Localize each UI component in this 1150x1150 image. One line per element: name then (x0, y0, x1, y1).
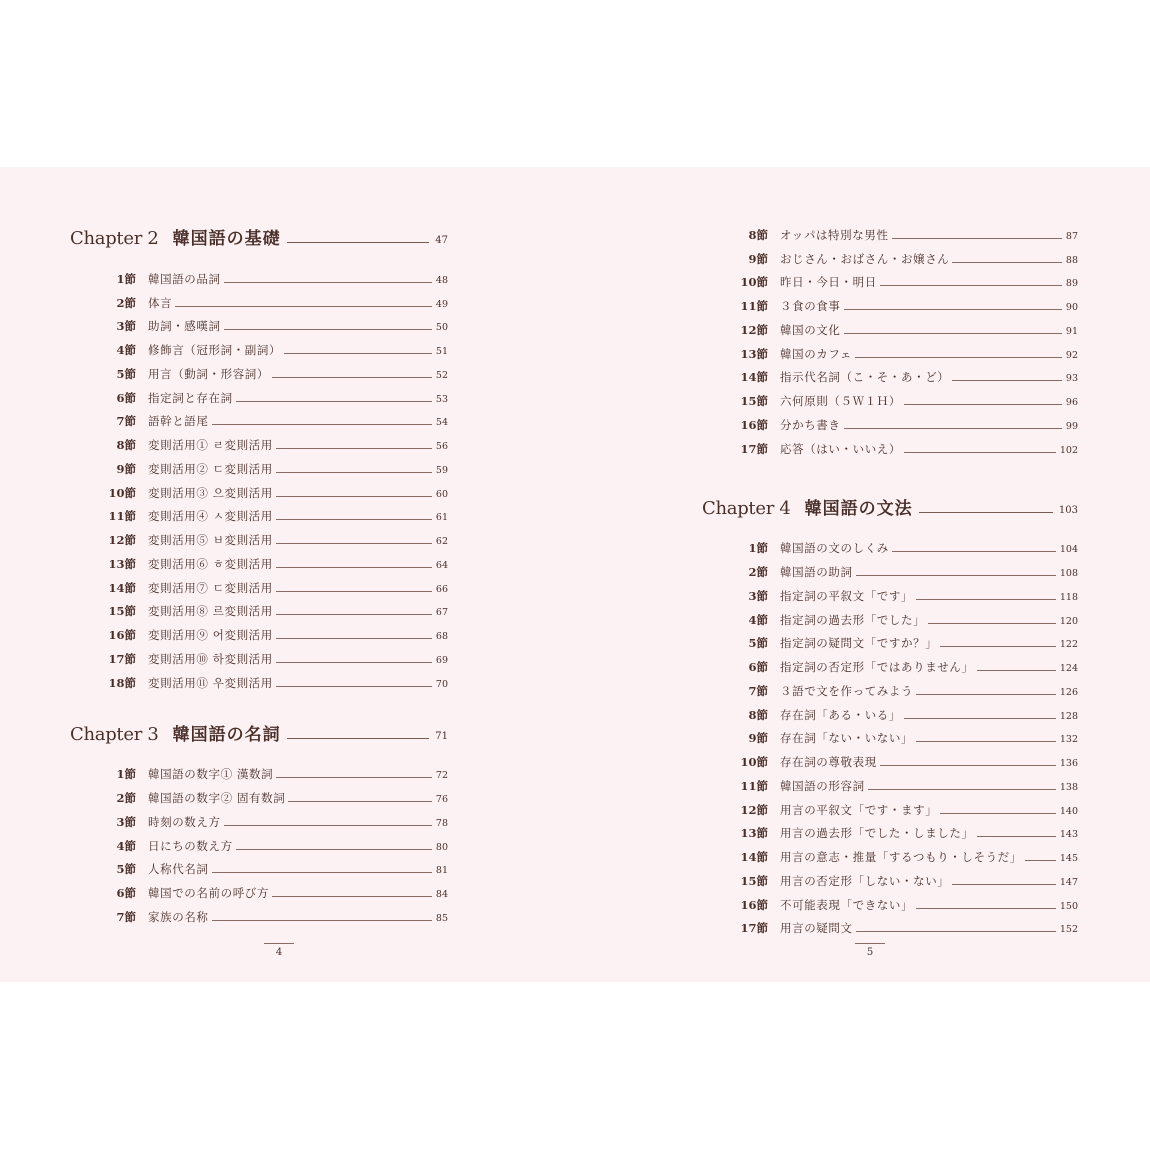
leader-line (855, 357, 1062, 358)
section-title: 韓国での名前の呼び方 (148, 886, 269, 900)
leader-line (224, 329, 432, 330)
section-number: 1節 (116, 271, 136, 286)
toc-entry (702, 533, 1078, 557)
section-number: 8節 (748, 227, 768, 242)
page-number-left (264, 943, 294, 958)
section-title: オッパは特別な男性 (780, 227, 889, 242)
section-number: 17節 (108, 651, 136, 666)
chapter-3-heading (70, 715, 448, 745)
section-page: 102 (1059, 444, 1078, 456)
section-page: 120 (1059, 615, 1078, 627)
section-number: 17節 (740, 441, 768, 456)
toc-entry (70, 311, 448, 335)
section-page: 54 (435, 417, 448, 429)
section-number: 2節 (116, 295, 136, 310)
section-number: 13節 (108, 556, 136, 571)
leader-line (276, 614, 432, 615)
page-number-text: 4 (275, 947, 283, 958)
toc-entry (70, 619, 448, 643)
section-number: 10節 (108, 485, 136, 500)
section-number: 13節 (740, 826, 768, 841)
section-title: 変則活用⑩ 하変則活用 (148, 651, 273, 666)
section-number: 16節 (108, 628, 136, 642)
leader-line (880, 285, 1062, 286)
toc-entry (702, 219, 1078, 243)
section-title: 不可能表現「できない」 (780, 897, 914, 912)
section-number: 16節 (740, 417, 768, 432)
section-page: 108 (1059, 568, 1078, 579)
toc-entry (70, 643, 448, 667)
section-number: 14節 (740, 370, 768, 385)
section-page: 143 (1059, 829, 1078, 841)
leader-line (844, 309, 1062, 310)
left-page (70, 219, 448, 925)
section-page: 61 (435, 512, 448, 524)
page-number-rule (264, 943, 294, 944)
section-number: 4節 (116, 343, 136, 357)
leader-line (952, 262, 1062, 263)
leader-line (1025, 860, 1056, 861)
toc-entry (702, 913, 1078, 937)
toc-entry (70, 572, 448, 596)
section-number: 9節 (116, 461, 136, 476)
toc-entry (702, 385, 1078, 409)
section-page: 66 (435, 583, 448, 595)
section-number: 9節 (748, 251, 768, 266)
toc-entry (702, 746, 1078, 770)
chapter-4-heading (702, 489, 1078, 519)
section-page: 84 (435, 889, 448, 900)
toc-entry (70, 524, 448, 548)
section-number: 6節 (116, 390, 136, 405)
leader-line (916, 908, 1056, 909)
section-page: 85 (435, 912, 448, 924)
leader-line (288, 801, 432, 802)
section-number: 10節 (740, 755, 768, 769)
leader-line (856, 575, 1056, 576)
section-page: 64 (435, 559, 448, 571)
leader-line (892, 551, 1056, 552)
toc-entry (70, 477, 448, 501)
toc-entry (702, 604, 1078, 628)
section-number: 15節 (108, 604, 136, 619)
section-number: 8節 (116, 438, 136, 452)
leader-line (175, 306, 432, 307)
section-title: 時刻の数え方 (148, 814, 221, 829)
section-number: 9節 (748, 731, 768, 746)
section-title: 修飾言（冠形詞・副詞） (148, 343, 282, 357)
section-page: 76 (435, 794, 448, 805)
section-title: 韓国語の助詞 (780, 565, 853, 579)
section-title: おじさん・おばさん・お嬢さん (780, 251, 950, 266)
section-title: 存在詞「ない・いない」 (780, 731, 914, 746)
section-number: 18節 (108, 675, 136, 690)
leader-line (212, 424, 432, 425)
section-title: ３食の食事 (780, 299, 841, 313)
toc-entry (70, 334, 448, 358)
toc-entry (70, 782, 448, 806)
section-number: 14節 (108, 580, 136, 595)
section-title: 応答（はい・いいえ） (780, 441, 901, 456)
section-number: 7節 (748, 683, 768, 698)
toc-entry (70, 453, 448, 477)
section-page: 91 (1065, 325, 1078, 337)
section-title: 変則活用③ 으変則活用 (148, 485, 273, 500)
section-title: 変則活用⑨ 어変則活用 (148, 628, 273, 642)
section-page: 92 (1065, 349, 1078, 361)
section-number: 6節 (116, 886, 136, 900)
section-title: 変則活用⑥ ㅎ変則活用 (148, 556, 273, 571)
section-page: 96 (1065, 397, 1078, 408)
leader-line (844, 428, 1062, 429)
page-number-rule (855, 943, 885, 944)
section-title: 韓国の文化 (780, 322, 841, 337)
leader-line (276, 686, 432, 687)
section-number: 12節 (108, 533, 136, 547)
section-title: 韓国語の数字② 固有数詞 (148, 791, 286, 805)
toc-entry (702, 243, 1078, 267)
section-number: 4節 (116, 838, 136, 853)
section-number: 16節 (740, 897, 768, 912)
toc-entry (70, 382, 448, 406)
leader-line (856, 931, 1056, 932)
toc-entry (702, 675, 1078, 699)
section-page: 138 (1059, 781, 1078, 793)
section-title: 変則活用⑧ 르変則活用 (148, 604, 273, 619)
section-page: 68 (435, 631, 448, 642)
section-number: 3節 (116, 319, 136, 334)
toc-entry (70, 287, 448, 311)
leader-line (276, 519, 432, 520)
section-number: 17節 (740, 921, 768, 936)
section-number: 14節 (740, 850, 768, 864)
section-title: ３語で文を作ってみよう (780, 683, 914, 698)
section-page: 49 (435, 298, 448, 310)
leader-line (212, 920, 432, 921)
leader-line (236, 849, 432, 850)
section-number: 4節 (748, 612, 768, 627)
section-number: 12節 (740, 322, 768, 337)
chapter-title: 韓国語の名詞 (172, 724, 281, 745)
section-title: 変則活用⑪ 우変則活用 (148, 675, 273, 690)
leader-line (284, 353, 432, 354)
toc-entry (702, 651, 1078, 675)
chapter-title: 韓国語の文法 (804, 498, 913, 519)
section-page: 72 (435, 770, 448, 782)
toc-entry (702, 818, 1078, 842)
toc-entry (702, 580, 1078, 604)
section-page: 50 (435, 322, 448, 334)
toc-entry (702, 267, 1078, 291)
chapter-page: 103 (1058, 504, 1078, 516)
section-page: 53 (435, 393, 448, 405)
section-title: 存在詞「ある・いる」 (780, 707, 901, 722)
chapter-page: 71 (435, 730, 448, 742)
section-number: 12節 (740, 802, 768, 817)
leader-line (892, 238, 1062, 239)
section-page: 89 (1065, 278, 1078, 290)
section-title: 指示代名詞（こ・そ・あ・ど） (780, 370, 950, 385)
section-number: 2節 (116, 791, 136, 805)
section-page: 88 (1065, 254, 1078, 266)
leader-line (276, 638, 432, 639)
toc-entry (702, 770, 1078, 794)
section-title: 指定詞の過去形「でした」 (780, 612, 926, 627)
toc-entry (702, 314, 1078, 338)
book-spread (0, 167, 1150, 982)
section-number: 1節 (116, 767, 136, 782)
section-page: 51 (435, 346, 448, 357)
toc-entry (70, 667, 448, 691)
leader-line (276, 496, 432, 497)
section-number: 7節 (116, 414, 136, 429)
section-page: 128 (1059, 710, 1078, 722)
leader-line (212, 872, 432, 873)
section-title: 変則活用① ㄹ変則活用 (148, 438, 273, 452)
section-page: 59 (435, 464, 448, 476)
section-title: 人称代名詞 (148, 862, 209, 877)
section-page: 80 (435, 841, 448, 853)
leader-line (916, 599, 1056, 600)
section-page: 60 (435, 488, 448, 500)
toc-entry (70, 759, 448, 783)
section-title: 指定詞と存在詞 (148, 390, 233, 405)
section-title: 助詞・感嘆詞 (148, 319, 221, 334)
leader-line (952, 380, 1062, 381)
toc-entry (702, 865, 1078, 889)
toc-entry (702, 628, 1078, 652)
toc-entry (70, 358, 448, 382)
toc-entry (702, 338, 1078, 362)
chapter-title: 韓国語の基礎 (172, 229, 281, 249)
section-page: 136 (1059, 758, 1078, 769)
section-title: 昨日・今日・明日 (780, 275, 877, 290)
leader-line (276, 472, 432, 473)
section-title: 指定詞の否定形「ではありません」 (780, 660, 974, 674)
section-title: 日にちの数え方 (148, 838, 233, 853)
section-page: 70 (435, 678, 448, 690)
chapter-page: 47 (435, 235, 448, 246)
section-title: 韓国語の形容詞 (780, 778, 865, 793)
section-number: 1節 (748, 541, 768, 556)
section-page: 140 (1059, 805, 1078, 817)
section-number: 11節 (108, 509, 136, 524)
section-title: 家族の名称 (148, 909, 209, 924)
section-number: 13節 (740, 346, 768, 361)
leader-line (904, 452, 1056, 453)
section-number: 15節 (740, 394, 768, 408)
section-title: 指定詞の疑問文「ですか？」 (780, 636, 938, 651)
section-title: 存在詞の尊敬表現 (780, 755, 877, 769)
section-page: 78 (435, 817, 448, 829)
section-number: 6節 (748, 660, 768, 674)
section-number: 8節 (748, 707, 768, 722)
section-number: 15節 (740, 873, 768, 888)
section-title: 変則活用⑤ ㅂ変則活用 (148, 533, 273, 547)
toc-entry (70, 263, 448, 287)
leader-line (287, 738, 430, 739)
leader-line (916, 741, 1056, 742)
leader-line (236, 401, 432, 402)
leader-line (276, 777, 432, 778)
section-page: 118 (1059, 591, 1078, 603)
section-page: 81 (435, 865, 448, 877)
leader-line (919, 512, 1053, 513)
section-number: 11節 (740, 299, 768, 313)
leader-line (844, 333, 1062, 334)
section-page: 145 (1059, 853, 1078, 864)
section-title: 用言の否定形「しない・ない」 (780, 873, 950, 888)
section-page: 67 (435, 607, 448, 619)
toc-entry (702, 889, 1078, 913)
leader-line (952, 884, 1055, 885)
section-page: 147 (1059, 876, 1078, 888)
section-title: 体言 (148, 295, 173, 310)
section-title: 用言の意志・推量「するつもり・しそうだ」 (780, 850, 1022, 864)
section-page: 52 (435, 369, 448, 381)
section-title: 六何原則（５Ｗ１Ｈ） (780, 394, 901, 408)
leader-line (224, 282, 432, 283)
chapter-label: Chapter 2 (70, 228, 159, 249)
section-title: 語幹と語尾 (148, 414, 209, 429)
chapter-2-entries (70, 263, 448, 691)
section-number: 3節 (116, 814, 136, 829)
section-title: 変則活用② ㄷ変則活用 (148, 461, 273, 476)
section-title: 韓国語の文のしくみ (780, 541, 889, 556)
chapter-2-heading (70, 219, 448, 249)
leader-line (276, 448, 432, 449)
toc-entry (70, 501, 448, 525)
toc-entry (70, 429, 448, 453)
leader-line (904, 404, 1062, 405)
toc-entry (702, 290, 1078, 314)
section-number: 5節 (748, 636, 768, 651)
leader-line (904, 718, 1056, 719)
section-page: 150 (1059, 900, 1078, 912)
section-number: 11節 (740, 778, 768, 793)
chapter-4-entries (702, 533, 1078, 937)
toc-entry (70, 877, 448, 901)
leader-line (977, 836, 1056, 837)
section-title: 用言（動詞・形容詞） (148, 366, 269, 381)
section-title: 分かち書き (780, 417, 841, 432)
section-number: 3節 (748, 588, 768, 603)
leader-line (287, 242, 430, 243)
section-page: 56 (435, 441, 448, 452)
toc-entry (702, 409, 1078, 433)
leader-line (940, 646, 1056, 647)
section-title: 変則活用④ ㅅ変則活用 (148, 509, 273, 524)
leader-line (276, 662, 432, 663)
leader-line (868, 789, 1056, 790)
chapter-label: Chapter 3 (70, 723, 159, 745)
page-number-text: 5 (866, 947, 874, 958)
leader-line (272, 377, 432, 378)
section-page: 122 (1059, 639, 1078, 651)
section-number: 2節 (748, 565, 768, 579)
section-page: 62 (435, 536, 448, 547)
section-title: 指定詞の平叙文「です」 (780, 588, 914, 603)
page-number-right (855, 943, 885, 958)
section-title: 韓国語の品詞 (148, 271, 221, 286)
section-page: 99 (1065, 420, 1078, 432)
leader-line (272, 896, 432, 897)
section-title: 韓国語の数字① 漢数詞 (148, 767, 274, 782)
section-number: 10節 (740, 275, 768, 290)
toc-entry (70, 901, 448, 925)
toc-entry (702, 699, 1078, 723)
leader-line (916, 694, 1056, 695)
section-title: 用言の疑問文 (780, 921, 853, 936)
section-page: 48 (435, 274, 448, 286)
toc-entry (702, 362, 1078, 386)
toc-entry (70, 806, 448, 830)
toc-entry (70, 406, 448, 430)
section-page: 152 (1059, 924, 1078, 936)
section-page: 87 (1065, 230, 1078, 242)
section-number: 7節 (116, 909, 136, 924)
chapter-label: Chapter 4 (702, 497, 791, 519)
leader-line (276, 567, 432, 568)
section-page: 93 (1065, 373, 1078, 385)
section-title: 用言の平叙文「です・ます」 (780, 802, 938, 817)
leader-line (276, 591, 432, 592)
toc-entry (702, 433, 1078, 457)
section-title: 用言の過去形「でした・しました」 (780, 826, 974, 841)
toc-entry (70, 854, 448, 878)
leader-line (880, 765, 1056, 766)
section-number: 5節 (116, 862, 136, 877)
section-page: 90 (1065, 302, 1078, 313)
chapter-3-entries (70, 759, 448, 925)
toc-entry (702, 723, 1078, 747)
leader-line (276, 543, 432, 544)
leader-line (977, 670, 1056, 671)
section-page: 124 (1059, 663, 1078, 674)
right-page (702, 219, 1078, 936)
section-page: 69 (435, 654, 448, 666)
toc-entry (70, 830, 448, 854)
toc-entry (702, 794, 1078, 818)
toc-entry (702, 556, 1078, 580)
section-page: 126 (1059, 686, 1078, 698)
section-title: 変則活用⑦ ㄷ変則活用 (148, 580, 273, 595)
toc-entry (70, 548, 448, 572)
toc-entry (70, 596, 448, 620)
section-number: 5節 (116, 366, 136, 381)
leader-line (928, 623, 1056, 624)
leader-line (224, 825, 432, 826)
section-page: 132 (1059, 734, 1078, 746)
section-page: 104 (1059, 544, 1078, 556)
chapter-3-continued-entries (702, 219, 1078, 457)
toc-entry (702, 841, 1078, 865)
section-title: 韓国のカフェ (780, 346, 853, 361)
leader-line (940, 813, 1056, 814)
